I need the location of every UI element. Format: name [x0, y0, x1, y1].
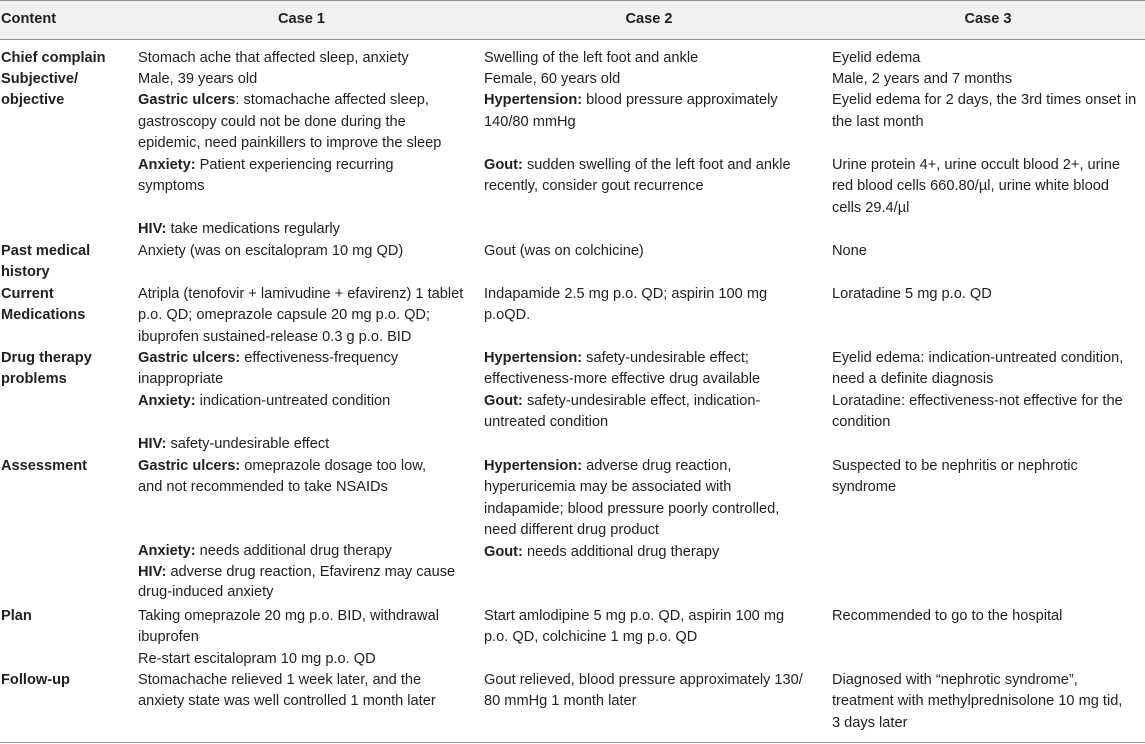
text-line: red blood cells 660.80/µl, urine white blood: [832, 178, 1109, 195]
text-line: Gout relieved, blood pressure approximately 130/: [484, 672, 803, 688]
assessment-case-1: Gastric ulcers: omeprazole dosage too low, and not recommended to take NSAIDs: [138, 456, 426, 499]
row-label-chief-complain: Chief complain: [1, 50, 106, 66]
text-line: epidemic, need painkillers to improve the sleep: [138, 135, 442, 152]
condition-title: HIV:: [138, 221, 167, 237]
subjective-case-1: [138, 69, 441, 197]
text-line: 80 mmHg 1 month later: [484, 693, 637, 710]
text-line: condition: [832, 414, 891, 431]
subjective-case-3: [832, 69, 1136, 133]
text-line: Eyelid edema for 2 days, the 3rd times onset in: [832, 92, 1137, 109]
bottom-rule: [0, 742, 1145, 743]
condition-title: Hypertension:: [484, 350, 583, 366]
past-history-case-1: Anxiety (was on escitalopram 10 mg QD): [138, 243, 404, 259]
condition-title: HIV:: [138, 436, 167, 452]
text-line: anxiety state was well controlled 1 month later: [138, 693, 436, 710]
subjective-case-2-gout: Gout: sudden swelling of the left foot and ankle recently, consider gout recurrence: [484, 155, 791, 198]
plan-case-1: [138, 606, 439, 670]
current-medications-case-1: [138, 284, 463, 348]
dtp-case-1-hiv: HIV: safety-undesirable effect: [138, 436, 330, 452]
header-case-1: Case 1: [277, 11, 326, 27]
past-history-case-2: Gout (was on colchicine): [484, 243, 644, 259]
current-medications-case-3: Loratadine 5 mg p.o. QD: [832, 286, 992, 302]
text-line: 3 days later: [832, 714, 908, 731]
header-case-2: Case 2: [625, 11, 673, 27]
row-label-line: problems: [1, 371, 67, 388]
header-case-3: Case 3: [964, 11, 1012, 27]
chief-case-3: Eyelid edema: [832, 50, 921, 66]
row-label-line: Drug therapy: [1, 350, 92, 366]
text-line: ibuprofen sustained-release 0.3 g p.o. BID: [138, 328, 412, 345]
condition-title: Gastric ulcers:: [138, 458, 241, 474]
text-line: Urine protein 4+, urine occult blood 2+, urine: [832, 157, 1120, 173]
dtp-case-1: Gastric ulcers: effectiveness-frequency inappropriate Anxiety: indication-untreated condition: [138, 350, 399, 409]
past-history-case-3: None: [832, 243, 867, 259]
row-label-subjective-line-1: Subjective/: [1, 71, 79, 87]
followup-case-2: [484, 670, 803, 713]
assessment-case-1-cont: Anxiety: needs additional drug therapy HIV: adverse drug reaction, Efavirenz may cause drug-induced anxiety: [138, 543, 456, 600]
text-line: Taking omeprazole 20 mg p.o. BID, withdrawal: [138, 608, 439, 624]
condition-title: Hypertension:: [484, 92, 583, 109]
text-line: Suspected to be nephritis or nephrotic: [832, 458, 1078, 474]
text-line: the last month: [832, 113, 924, 130]
subjective-case-3-urine: [832, 155, 1120, 219]
assessment-case-2: Hypertension: adverse drug reaction, hyperuricemia may be associated with indapamide; blood pressure poorly controlled, need different drug product Gout: needs additional drug therapy: [484, 458, 780, 560]
text-line: Eyelid edema: indication-untreated condition,: [832, 350, 1124, 366]
condition-title: Gastric ulcers: [138, 92, 236, 109]
text-line: need a definite diagnosis: [832, 371, 994, 388]
row-label-plan: Plan: [1, 608, 32, 624]
header-content: Content: [1, 11, 57, 27]
row-label-line: Current: [1, 286, 54, 302]
row-label-past-history: [1, 241, 90, 284]
text-line: p.oQD.: [484, 307, 531, 324]
subjective-case-1-hiv: HIV: take medications regularly: [138, 221, 340, 237]
text-line: effectiveness-more effective drug available: [484, 371, 761, 388]
row-label-assessment: Assessment: [1, 458, 87, 474]
gastric-ulcers-note: Gastric ulcers: stomachache affected sleep,: [138, 92, 429, 109]
row-label-subjective: [1, 69, 78, 112]
text-line: Re-start escitalopram 10 mg p.o. QD: [138, 650, 376, 667]
text-line: indapamide; blood pressure poorly controlled,: [484, 500, 780, 517]
demographics: Male, 39 years old: [138, 71, 258, 87]
text-line: untreated condition: [484, 414, 609, 431]
followup-case-3: [832, 670, 1122, 734]
condition-title: Anxiety:: [138, 156, 196, 173]
condition-title: Hypertension:: [484, 458, 583, 474]
assessment-case-3: [832, 456, 1078, 499]
condition-title: Gout:: [484, 543, 523, 560]
text-line: hyperuricemia may be associated with: [484, 479, 732, 496]
dtp-case-2: Hypertension: safety-undesirable effect; effectiveness-more effective drug available Gout: safety-undesirable effect, indication- untreated condition: [484, 348, 760, 434]
row-label-line: Past medical: [1, 243, 91, 259]
followup-case-1: [138, 670, 436, 713]
chief-case-1: Stomach ache that affected sleep, anxiety: [138, 50, 409, 66]
condition-title: Anxiety:: [138, 392, 196, 409]
condition-title: Gastric ulcers:: [138, 350, 241, 366]
top-rule: [0, 0, 1145, 1]
text-line: recently, consider gout recurrence: [484, 178, 704, 195]
text-line: Diagnosed with “nephrotic syndrome”,: [832, 672, 1078, 688]
hypertension-note: Hypertension: blood pressure approximately: [484, 92, 778, 109]
text-line: Indapamide 2.5 mg p.o. QD; aspirin 100 mg: [484, 286, 768, 302]
row-label-subjective-line-2: objective: [1, 92, 65, 109]
text-line: symptoms: [138, 178, 205, 195]
row-label-current-medications: [1, 284, 85, 327]
row-label-line: Medications: [1, 307, 86, 324]
text-line: gastroscopy could not be done during the: [138, 113, 406, 130]
plan-case-3: Recommended to go to the hospital: [832, 608, 1063, 624]
text-line: treatment with methylprednisolone 10 mg tid,: [832, 693, 1123, 710]
text-line: ibuprofen: [138, 629, 199, 646]
dtp-case-3: [832, 348, 1123, 434]
demographics: Female, 60 years old: [484, 71, 621, 87]
condition-title: HIV:: [138, 564, 167, 581]
row-label-drug-therapy-problems: [1, 348, 92, 391]
text-line: 140/80 mmHg: [484, 113, 576, 130]
text-line: Loratadine: effectiveness-not effective for the: [832, 392, 1123, 409]
text-line: Start amlodipine 5 mg p.o. QD, aspirin 100 mg: [484, 608, 785, 624]
text-line: cells 29.4/µl: [832, 199, 910, 216]
text-line: syndrome: [832, 479, 897, 496]
condition-title: Gout:: [484, 392, 523, 409]
text-line: Atripla (tenofovir + lamivudine + efavirenz) 1 tablet: [138, 286, 464, 302]
subjective-case-2: [484, 69, 778, 133]
text-line: p.o. QD; omeprazole capsule 20 mg p.o. QD;: [138, 307, 431, 324]
text-line: and not recommended to take NSAIDs: [138, 479, 388, 496]
row-label-follow-up: Follow-up: [1, 672, 70, 688]
text-line: drug-induced anxiety: [138, 583, 274, 600]
text-line: p.o. QD, colchicine 1 mg p.o. QD: [484, 629, 698, 646]
current-medications-case-2: [484, 284, 767, 327]
condition-title: Anxiety:: [138, 543, 196, 559]
anxiety-note: Anxiety: Patient experiencing recurring: [138, 156, 394, 173]
chief-case-2: Swelling of the left foot and ankle: [484, 50, 699, 66]
demographics: Male, 2 years and 7 months: [832, 71, 1013, 87]
text-line: Stomachache relieved 1 week later, and the: [138, 672, 422, 688]
condition-title: Gout:: [484, 157, 523, 173]
header-rule: [0, 39, 1145, 40]
plan-case-2: [484, 606, 784, 649]
text-line: need different drug product: [484, 522, 659, 539]
row-label-line: history: [1, 264, 50, 281]
text-line: inappropriate: [138, 371, 224, 388]
